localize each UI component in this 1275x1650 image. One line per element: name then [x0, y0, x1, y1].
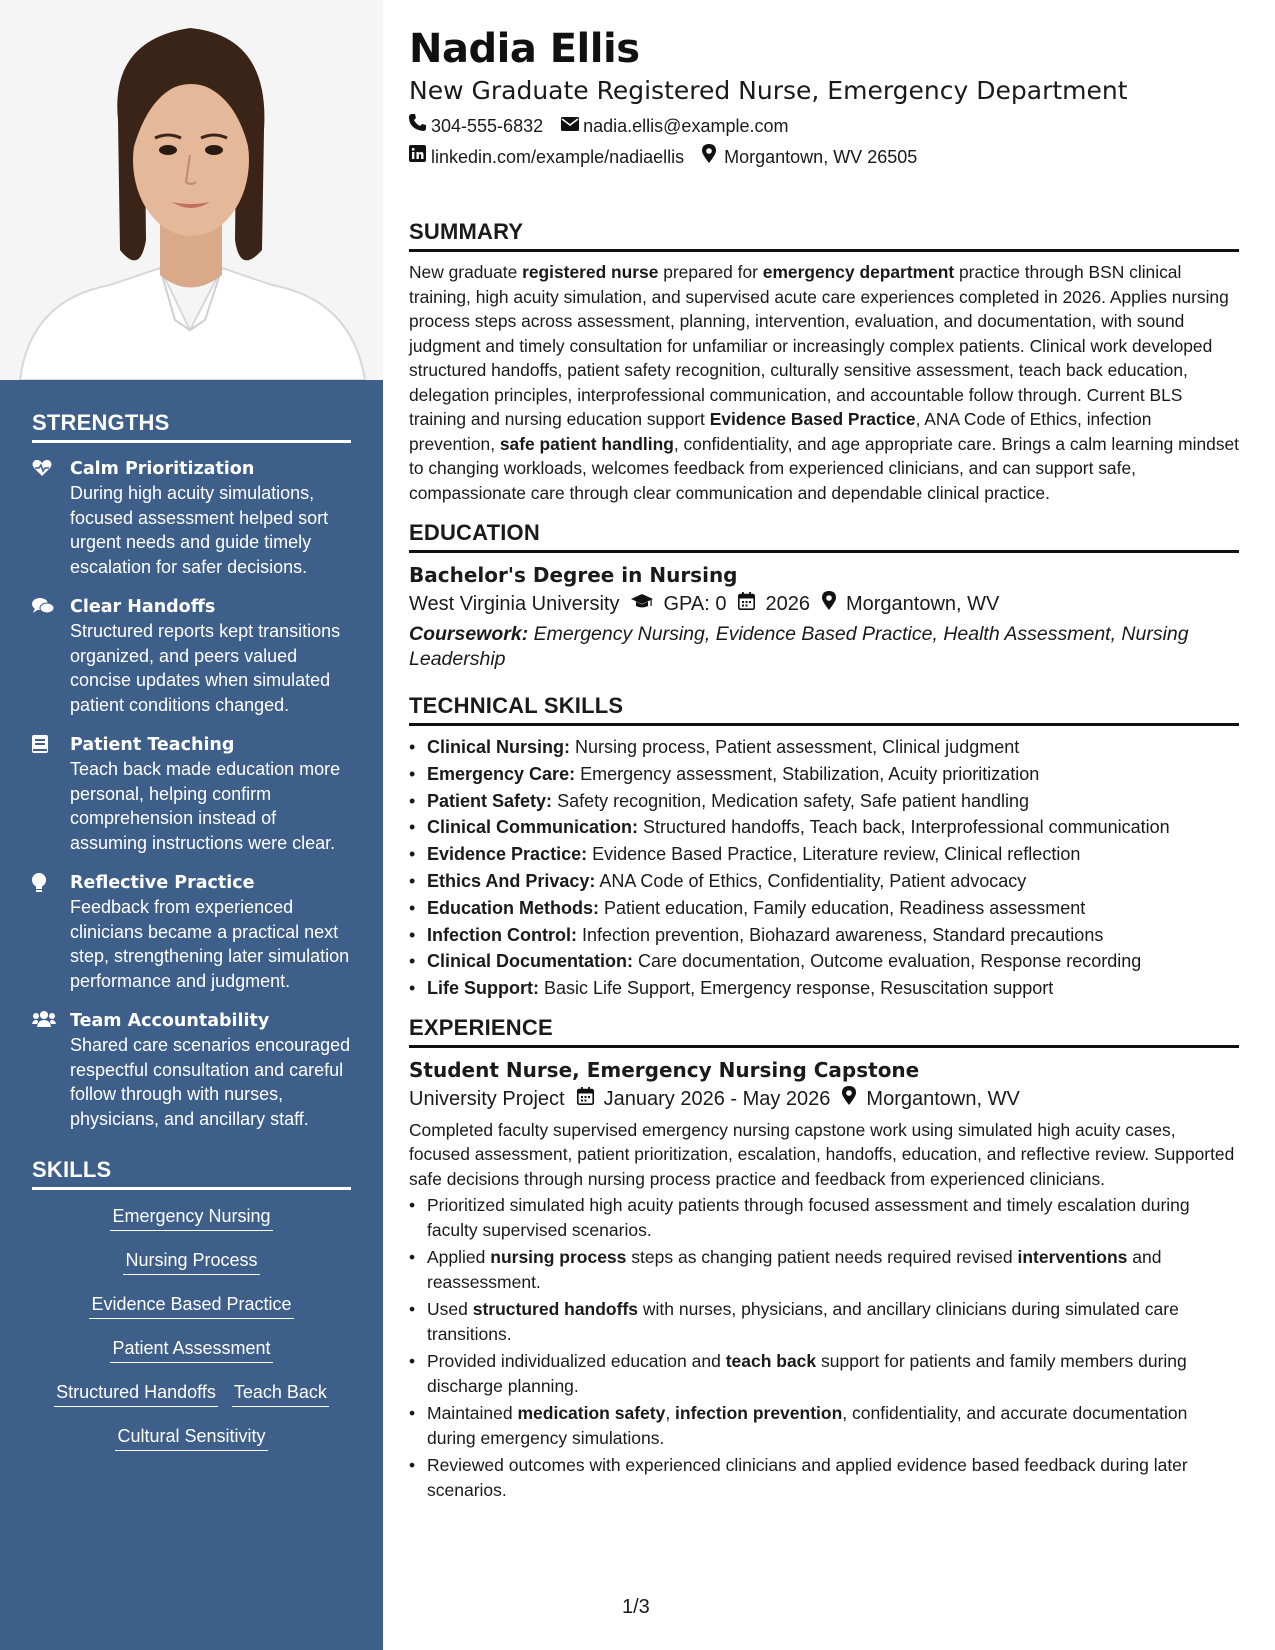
text-run: Maintained	[427, 1403, 518, 1424]
experience-section	[409, 1014, 1239, 1503]
profile-photo	[0, 0, 383, 380]
list-item	[409, 895, 1239, 922]
contact-linkedin[interactable]	[409, 145, 684, 169]
text-run: Used	[427, 1299, 473, 1320]
emphasis-text: nursing process	[490, 1247, 627, 1268]
skill-category: Patient Safety:	[427, 790, 553, 811]
emphasis-text: safe patient handling	[499, 433, 674, 454]
emphasis-text: interventions	[1017, 1247, 1128, 1268]
text-run: support for patients and family members during discharge planning.	[427, 1351, 1187, 1396]
skill-tag: Emergency Nursing	[110, 1204, 272, 1231]
calendar-icon	[738, 589, 755, 619]
experience-description: Completed faculty supervised emergency nursing capstone work using simulated high acuity cases, focused assessment, patient prioritization, escalation, handoffs, education, and reflective review. Supported safe decisions through nursing process practice and feedback from experienced clinicians.	[409, 1119, 1235, 1189]
list-item	[409, 761, 1239, 788]
experience-heading: EXPERIENCE	[409, 1014, 1239, 1048]
list-item	[409, 814, 1239, 841]
phone-text: 304-555-6832	[431, 116, 544, 136]
strength-item	[32, 457, 351, 579]
book-icon	[32, 733, 70, 855]
skill-values: Infection prevention, Biohazard awareness, Standard precautions	[582, 924, 1104, 945]
phone-icon	[409, 114, 431, 138]
strength-title: Team Accountability	[70, 1011, 270, 1031]
heart-pulse-icon	[32, 457, 70, 579]
emphasis-text: teach back	[725, 1351, 817, 1372]
text-run: New graduate	[409, 262, 523, 282]
candidate-name: Nadia Ellis	[409, 26, 640, 72]
education-meta	[409, 589, 1239, 619]
list-item	[409, 1401, 1239, 1450]
contact-phone[interactable]	[409, 114, 543, 138]
lightbulb-icon	[32, 871, 70, 993]
skill-tags	[32, 1204, 351, 1451]
text-run: and reassessment.	[427, 1247, 1162, 1292]
strength-text: Teach back made education more personal, helping confirm comprehension instead of assuming instructions were clear.	[70, 759, 341, 853]
contact-row-1	[409, 114, 1239, 138]
strength-text: During high acuity simulations, focused assessment helped sort urgent needs and guide timely escalation for safer decisions.	[70, 483, 329, 577]
text-run: practice through BSN clinical training, high acuity simulation, and supervised acute care experiences completed in 2026. Applies nursing process steps across assessment, planning, intervention, evaluation, and documentation, with sound judgment and timely consultation for unfamiliar or increasingly complex patients. Clinical work developed structured handoffs, patient safety recognition, culturally sensitive assessment, teach back education, delegation principles, interprofessional communication, and accountable follow through. Current BLS training and nursing education support	[409, 262, 1229, 429]
emphasis-text: structured handoffs	[472, 1299, 639, 1320]
education-heading: EDUCATION	[409, 519, 1239, 553]
skill-category: Education Methods:	[427, 897, 599, 918]
skill-values: ANA Code of Ethics, Confidentiality, Patient advocacy	[599, 870, 1027, 891]
skill-values: Patient education, Family education, Readiness assessment	[604, 897, 1086, 918]
skill-category: Life Support:	[427, 978, 539, 999]
text-run: ,	[665, 1403, 676, 1424]
text-run: Reviewed outcomes with experienced clinicians and applied evidence based feedback during later scenarios.	[427, 1455, 1188, 1500]
text-run: , confidentiality, and accurate documentation during emergency simulations.	[427, 1403, 1188, 1448]
skill-values: Safety recognition, Medication safety, Safe patient handling	[557, 790, 1030, 811]
comments-icon	[32, 595, 70, 717]
skill-tag: Teach Back	[232, 1380, 329, 1407]
linkedin-icon	[409, 145, 431, 169]
skill-tag: Cultural Sensitivity	[115, 1424, 267, 1451]
list-item	[409, 788, 1239, 815]
job-title: Student Nurse, Emergency Nursing Capstone	[409, 1057, 920, 1082]
experience-meta	[409, 1084, 1239, 1114]
emphasis-text: Evidence Based Practice	[709, 409, 916, 429]
skill-values: Basic Life Support, Emergency response, Resuscitation support	[544, 978, 1054, 999]
strength-item	[32, 733, 351, 855]
text-run: with nurses, physicians, and ancillary clinicians during simulated care transitions.	[427, 1299, 1179, 1344]
skill-values: Nursing process, Patient assessment, Clinical judgment	[575, 737, 1020, 757]
linkedin-text: linkedin.com/example/nadiaellis	[431, 147, 685, 167]
emphasis-text: registered nurse	[522, 262, 659, 282]
contact-location	[702, 144, 917, 170]
skill-tag: Nursing Process	[123, 1248, 259, 1275]
skills-section	[32, 1157, 351, 1451]
strength-item	[32, 871, 351, 993]
summary-text	[409, 260, 1239, 505]
coursework-text: Emergency Nursing, Evidence Based Practice, Health Assessment, Nursing Leadership	[409, 623, 1189, 670]
education-location: Morgantown, WV	[845, 593, 1000, 615]
sidebar-content	[32, 410, 351, 1468]
list-item	[409, 734, 1239, 761]
list-item	[409, 1245, 1239, 1294]
strengths-heading: STRENGTHS	[32, 410, 351, 443]
contact-email[interactable]	[561, 114, 788, 138]
strength-text: Structured reports kept transitions organized, and peers valued concise updates when simulated patient conditions changed.	[70, 621, 341, 715]
users-icon	[32, 1009, 70, 1131]
calendar-icon	[577, 1084, 594, 1114]
strength-title: Reflective Practice	[70, 873, 255, 893]
skill-category: Emergency Care:	[427, 763, 576, 784]
strength-title: Patient Teaching	[70, 735, 235, 755]
graduation-cap-icon	[631, 589, 653, 619]
skill-category: Clinical Nursing:	[427, 737, 571, 757]
email-text: nadia.ellis@example.com	[583, 116, 789, 136]
text-run: , confidentiality, and age appropriate care. Brings a calm learning mindset to changing workloads, welcomes feedback from experienced clinicians, and can support safe, compassionate care through clear communication and dependable clinical practice.	[409, 433, 1240, 503]
technical-skills-section	[409, 692, 1239, 1002]
coursework-label: Coursework:	[409, 623, 529, 645]
list-item	[409, 1453, 1239, 1502]
location-text: Morgantown, WV 26505	[724, 147, 918, 167]
skill-category: Clinical Communication:	[427, 817, 639, 838]
list-item	[409, 922, 1239, 949]
sidebar	[0, 0, 383, 1650]
experience-bullets	[409, 1193, 1239, 1502]
skill-category: Clinical Documentation:	[427, 951, 634, 972]
text-run: , ANA Code of Ethics, infection prevention,	[409, 409, 1152, 454]
strength-item	[32, 595, 351, 717]
skill-tag: Structured Handoffs	[54, 1380, 218, 1407]
experience-location: Morgantown, WV	[866, 1087, 1020, 1110]
text-run: prepared for	[658, 262, 763, 282]
main-content	[409, 24, 1239, 1505]
skill-values: Emergency assessment, Stabilization, Acuity prioritization	[580, 763, 1040, 784]
degree-title: Bachelor's Degree in Nursing	[409, 563, 738, 587]
summary-heading: SUMMARY	[409, 218, 1239, 252]
skills-heading: SKILLS	[32, 1157, 351, 1190]
list-item	[409, 948, 1239, 975]
experience-dates: January 2026 - May 2026	[603, 1087, 831, 1110]
skill-category: Infection Control:	[427, 924, 577, 945]
skill-values: Structured handoffs, Teach back, Interprofessional communication	[643, 817, 1170, 838]
list-item	[409, 975, 1239, 1002]
text-run: Applied	[427, 1247, 491, 1268]
list-item	[409, 1193, 1239, 1242]
emphasis-text: emergency department	[762, 262, 955, 282]
education-section	[409, 519, 1239, 672]
organization: University Project	[409, 1087, 565, 1110]
skill-tag: Patient Assessment	[110, 1336, 272, 1363]
list-item	[409, 868, 1239, 895]
school-name: West Virginia University	[409, 593, 620, 615]
education-year: 2026	[765, 593, 810, 615]
strength-title: Calm Prioritization	[70, 459, 255, 479]
map-marker-icon	[842, 1084, 856, 1114]
summary-section	[409, 218, 1239, 505]
skill-values: Evidence Based Practice, Literature review, Clinical reflection	[592, 844, 1081, 865]
map-marker-icon	[702, 144, 724, 170]
strength-item	[32, 1009, 351, 1131]
envelope-icon	[561, 114, 583, 138]
list-item	[409, 1297, 1239, 1346]
coursework	[409, 622, 1239, 672]
headline: New Graduate Registered Nurse, Emergency Department	[409, 76, 1128, 105]
emphasis-text: medication safety	[517, 1403, 666, 1424]
list-item	[409, 1349, 1239, 1398]
strength-text: Shared care scenarios encouraged respectful consultation and careful follow through with nurses, physicians, and ancillary staff.	[70, 1035, 351, 1129]
strength-text: Feedback from experienced clinicians became a practical next step, strengthening later simulation performance and judgment.	[70, 897, 350, 991]
contact-row-2	[409, 144, 1239, 170]
emphasis-text: infection prevention	[675, 1403, 843, 1424]
list-item	[409, 841, 1239, 868]
skill-values: Care documentation, Outcome evaluation, Response recording	[638, 951, 1142, 972]
technical-skills-heading: TECHNICAL SKILLS	[409, 692, 1239, 726]
technical-skills-list	[409, 734, 1239, 1002]
skill-tag: Evidence Based Practice	[89, 1292, 293, 1319]
skill-category: Ethics And Privacy:	[427, 870, 596, 891]
text-run: steps as changing patient needs required revised	[626, 1247, 1018, 1268]
text-run: Provided individualized education and	[427, 1351, 726, 1372]
gpa-text: GPA: 0	[663, 593, 727, 615]
skill-category: Evidence Practice:	[427, 844, 588, 865]
text-run: Prioritized simulated high acuity patients through focused assessment and timely escalation during faculty supervised scenarios.	[427, 1195, 1190, 1240]
strength-title: Clear Handoffs	[70, 597, 216, 617]
map-marker-icon	[822, 589, 836, 619]
page-number: 1/3	[622, 1596, 650, 1618]
